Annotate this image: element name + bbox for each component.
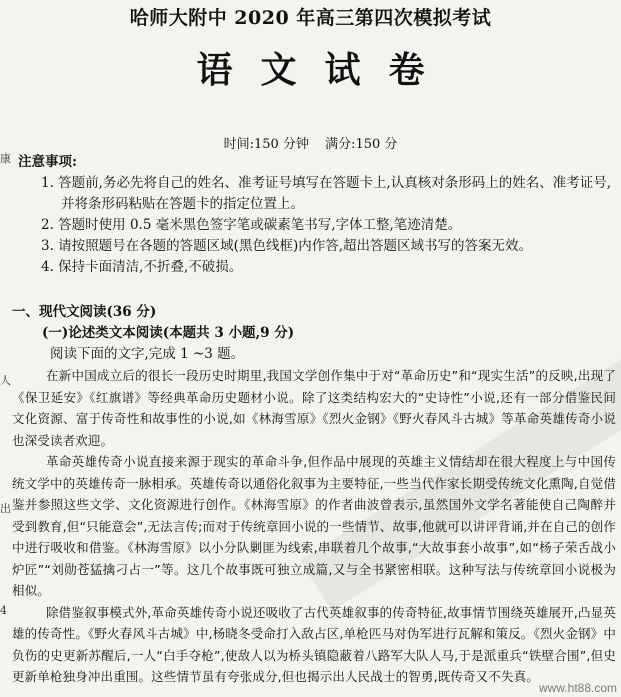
margin-mark: 康 (0, 152, 11, 165)
section-heading: 一、现代文阅读(36 分) (12, 304, 157, 320)
notice-block (18, 152, 614, 278)
notice-item: 2. 答题时使用 0.5 毫米黑色签字笔或碳素笔书写,字体工整,笔迹清楚。 (41, 217, 462, 233)
passage-paragraph: 革命英雄传奇小说直接来源于现实的革命斗争,但作品中展现的英雄主义情结却在很大程度上与中国传统文学中的英雄传奇一脉相承。英雄传奇以通俗化叙事为主要特征,一些当代作家长期受传统文化熏陶,自觉借鉴并参照这些文学、文化资源进行创作。《林海雪原》的作者曲波曾表示,虽然国外文学名著能使自己陶醉并受到教育,但“只能意会”,无法言传;而对于传统章回小说的一些情节、故事,他就可以讲评背诵,并在自己的创作中进行吸收和借鉴。《林海雪原》以小分队剿匪为线索,串联着几个故事,“大故事套小故事”,如“杨子荣舌战小炉匠”“刘勋苍猛擒刁占一”等。这几个故事既可独立成篇,又与全书紧密相联。这种写法与传统章回小说极为相似。 (12, 454, 616, 598)
subsection-heading: (一)论述类文本阅读(本题共 3 小题,9 分) (42, 325, 295, 341)
notice-item: 1. 答题前,务必先将自己的姓名、准考证号填写在答题卡上,认真核对条形码上的姓名、准考证号,并将条形码粘贴在答题卡的指定位置上。 (41, 175, 612, 212)
margin-mark: 4 (0, 604, 7, 617)
margin-mark: 出 (0, 502, 11, 515)
exam-score: 满分:150 分 (325, 137, 398, 152)
exam-title: 哈师大附中 2020 年高三第四次模拟考试 (129, 7, 492, 29)
notice-title: 注意事项: (18, 154, 77, 170)
margin-mark: 人 (0, 374, 11, 387)
notice-item: 3. 请按照题号在各题的答题区域(黑色线框)内作答,超出答题区域书写的答案无效。 (41, 238, 532, 254)
subject-title: 语文试卷 (196, 49, 453, 91)
notice-item: 4. 保持卡面清洁,不折叠,不破损。 (41, 259, 243, 275)
reading-section (12, 302, 616, 688)
reading-instruction: 阅读下面的文字,完成 1 ~3 题。 (50, 346, 245, 362)
passage-paragraph: 在新中国成立后的很长一段历史时期里,我国文学创作集中于对“革命历史”和“现实生活”的反映,出现了《保卫延安》《红旗谱》等经典革命历史题材小说。除了这类结构宏大的“史诗性”小说,还有一部分借鉴民间文化资源、富于传奇性和故事性的小说,如《林海雪原》《烈火金钢》《野火春风斗古城》等革命英雄传奇小说也深受读者欢迎。 (12, 368, 616, 448)
watermark-url: www.ht88.com (538, 681, 617, 695)
exam-time: 时间:150 分钟 (223, 137, 309, 152)
passage-paragraph: 除借鉴叙事模式外,革命英雄传奇小说还吸收了古代英雄叙事的传奇特征,故事情节围绕英雄展开,凸显英雄的传奇性。《野火春风斗古城》中,杨晓冬受命打入敌占区,单枪匹马对伪军进行瓦解和策反。《烈火金钢》中负伤的史更新苏醒后,一人“白手夺枪”,使敌人以为桥头镇隐蔽着八路军大队人马,于是派重兵“铁壁合围”,但史更新单枪独身冲出重围。这些情节虽有夸张成分,但也揭示出人民战士的智勇,既传奇又不失真。 (12, 604, 616, 684)
